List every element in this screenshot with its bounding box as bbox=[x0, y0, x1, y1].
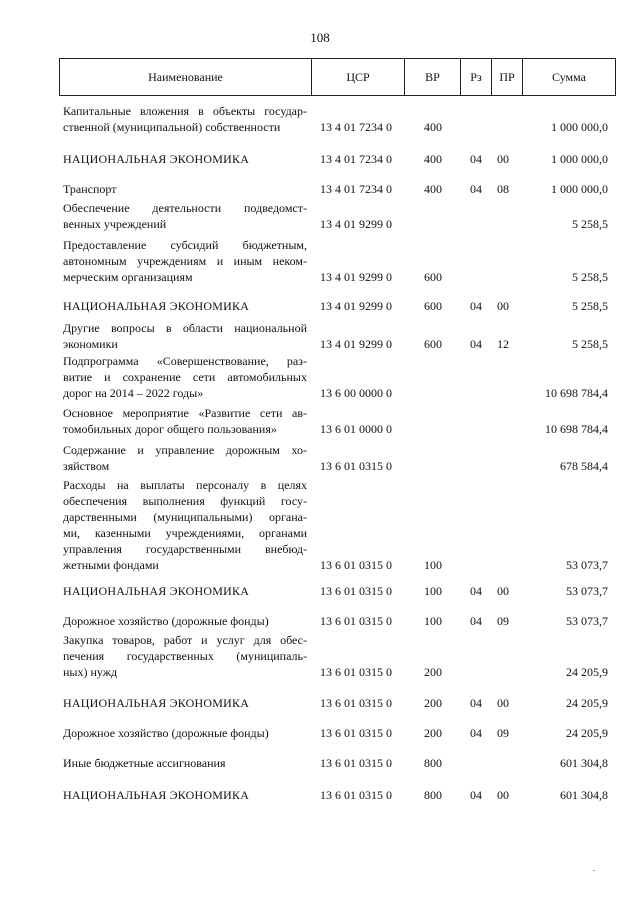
row-pr: 00 bbox=[497, 696, 509, 710]
row-csr: 13 6 01 0315 0 bbox=[320, 614, 392, 628]
row-sum: 601 304,8 bbox=[560, 756, 608, 770]
row-pr: 08 bbox=[497, 182, 509, 196]
row-sum: 1 000 000,0 bbox=[551, 182, 608, 196]
row-name-line: НАЦИОНАЛЬНАЯ ЭКОНОМИКА bbox=[63, 584, 250, 598]
scan-mark bbox=[593, 870, 595, 871]
row-sum: 24 205,9 bbox=[566, 726, 608, 740]
row-csr: 13 4 01 7234 0 bbox=[320, 120, 392, 134]
row-name bbox=[63, 320, 307, 352]
header-name: Наименование bbox=[60, 59, 312, 95]
row-rz: 04 bbox=[470, 182, 482, 196]
row-name-line: томобильных дорог общего пользования» bbox=[63, 422, 277, 436]
row-sum: 1 000 000,0 bbox=[551, 152, 608, 166]
row-csr: 13 6 01 0315 0 bbox=[320, 665, 392, 679]
row-name bbox=[63, 695, 307, 711]
row-name-line: НАЦИОНАЛЬНАЯ ЭКОНОМИКА bbox=[63, 788, 250, 802]
header-rz: Рз bbox=[461, 59, 492, 95]
row-name bbox=[63, 787, 307, 803]
row-sum: 5 258,5 bbox=[572, 337, 608, 351]
row-pr: 00 bbox=[497, 299, 509, 313]
row-name-line: дорог на 2014 – 2022 годы» bbox=[63, 386, 204, 400]
row-name-line: ных) нужд bbox=[63, 665, 118, 679]
row-sum: 53 073,7 bbox=[566, 584, 608, 598]
row-sum: 10 698 784,4 bbox=[545, 386, 608, 400]
row-csr: 13 6 00 0000 0 bbox=[320, 386, 392, 400]
row-csr: 13 6 01 0315 0 bbox=[320, 696, 392, 710]
row-name-line: Обеспечение деятельности подведомст- bbox=[63, 201, 307, 215]
row-sum: 5 258,5 bbox=[572, 217, 608, 231]
row-name-line: Капитальные вложения в объекты государ- bbox=[63, 104, 307, 118]
row-name-line: Подпрограмма «Совершенствование, раз- bbox=[63, 354, 307, 368]
row-name-line: зяйством bbox=[63, 459, 110, 473]
row-pr: 12 bbox=[497, 337, 509, 351]
row-name-line: Основное мероприятие «Развитие сети ав- bbox=[63, 406, 307, 420]
row-csr: 13 6 01 0000 0 bbox=[320, 422, 392, 436]
row-vr: 200 bbox=[424, 696, 442, 710]
row-name-line: витие и сохранение сети автомобильных bbox=[63, 370, 307, 384]
row-vr: 400 bbox=[424, 120, 442, 134]
row-rz: 04 bbox=[470, 614, 482, 628]
row-name-line: Расходы на выплаты персоналу в целях bbox=[63, 478, 307, 492]
row-csr: 13 6 01 0315 0 bbox=[320, 788, 392, 802]
row-name bbox=[63, 200, 307, 232]
row-name-line: автономным учреждениям и иным неком- bbox=[63, 254, 307, 268]
row-csr: 13 4 01 9299 0 bbox=[320, 217, 392, 231]
row-rz: 04 bbox=[470, 696, 482, 710]
row-name bbox=[63, 181, 307, 197]
row-name bbox=[63, 405, 307, 437]
row-csr: 13 6 01 0315 0 bbox=[320, 459, 392, 473]
row-rz: 04 bbox=[470, 584, 482, 598]
row-name bbox=[63, 353, 307, 401]
row-name-line: НАЦИОНАЛЬНАЯ ЭКОНОМИКА bbox=[63, 152, 250, 166]
header-csr: ЦСР bbox=[312, 59, 405, 95]
row-name bbox=[63, 583, 307, 599]
row-pr: 09 bbox=[497, 614, 509, 628]
row-sum: 24 205,9 bbox=[566, 665, 608, 679]
row-pr: 00 bbox=[497, 584, 509, 598]
row-name-line: ми, казенными учреждениями, органами bbox=[63, 526, 307, 540]
row-vr: 200 bbox=[424, 665, 442, 679]
row-name bbox=[63, 477, 307, 573]
row-sum: 5 258,5 bbox=[572, 299, 608, 313]
row-name bbox=[63, 613, 307, 629]
row-csr: 13 4 01 9299 0 bbox=[320, 299, 392, 313]
row-pr: 00 bbox=[497, 152, 509, 166]
row-vr: 800 bbox=[424, 756, 442, 770]
row-csr: 13 4 01 9299 0 bbox=[320, 337, 392, 351]
row-name-line: управления государственными внебюд- bbox=[63, 542, 307, 556]
row-name bbox=[63, 237, 307, 285]
row-csr: 13 6 01 0315 0 bbox=[320, 726, 392, 740]
header-sum: Сумма bbox=[552, 70, 586, 84]
row-name-line: экономики bbox=[63, 337, 118, 351]
row-csr: 13 6 01 0315 0 bbox=[320, 584, 392, 598]
row-rz: 04 bbox=[470, 152, 482, 166]
row-name-line: Содержание и управление дорожным хо- bbox=[63, 443, 307, 457]
row-csr: 13 6 01 0315 0 bbox=[320, 756, 392, 770]
row-name bbox=[63, 755, 307, 771]
row-name-line: НАЦИОНАЛЬНАЯ ЭКОНОМИКА bbox=[63, 299, 250, 313]
row-sum: 601 304,8 bbox=[560, 788, 608, 802]
row-rz: 04 bbox=[470, 337, 482, 351]
row-vr: 100 bbox=[424, 558, 442, 572]
row-name-line: Дорожное хозяйство (дорожные фонды) bbox=[63, 726, 269, 740]
row-name-line: Закупка товаров, работ и услуг для обес- bbox=[63, 633, 307, 647]
row-name-line: ственной (муниципальной) собственности bbox=[63, 120, 281, 134]
row-csr: 13 6 01 0315 0 bbox=[320, 558, 392, 572]
row-name-line: Иные бюджетные ассигнования bbox=[63, 756, 226, 770]
row-vr: 600 bbox=[424, 337, 442, 351]
row-name bbox=[63, 151, 307, 167]
row-name-line: обеспечения выполнения функций госу- bbox=[63, 494, 307, 508]
row-sum: 1 000 000,0 bbox=[551, 120, 608, 134]
row-vr: 100 bbox=[424, 614, 442, 628]
row-name-line: венных учреждений bbox=[63, 217, 167, 231]
row-vr: 600 bbox=[424, 299, 442, 313]
row-name bbox=[63, 442, 307, 474]
row-sum: 10 698 784,4 bbox=[545, 422, 608, 436]
table-header bbox=[59, 58, 616, 96]
row-csr: 13 4 01 9299 0 bbox=[320, 270, 392, 284]
row-name bbox=[63, 103, 307, 135]
row-sum: 53 073,7 bbox=[566, 558, 608, 572]
row-vr: 200 bbox=[424, 726, 442, 740]
row-vr: 600 bbox=[424, 270, 442, 284]
row-name-line: Предоставление субсидий бюджетным, bbox=[63, 238, 307, 252]
row-name-line: жетными фондами bbox=[63, 558, 159, 572]
row-name-line: мерческим организациям bbox=[63, 270, 193, 284]
row-sum: 24 205,9 bbox=[566, 696, 608, 710]
row-name-line: Дорожное хозяйство (дорожные фонды) bbox=[63, 614, 269, 628]
row-sum: 5 258,5 bbox=[572, 270, 608, 284]
row-pr: 09 bbox=[497, 726, 509, 740]
row-rz: 04 bbox=[470, 299, 482, 313]
row-vr: 400 bbox=[424, 152, 442, 166]
page-number: 108 bbox=[310, 30, 330, 45]
row-name bbox=[63, 725, 307, 741]
row-sum: 678 584,4 bbox=[560, 459, 608, 473]
row-vr: 800 bbox=[424, 788, 442, 802]
row-name bbox=[63, 632, 307, 680]
row-pr: 00 bbox=[497, 788, 509, 802]
header-vr: ВР bbox=[405, 59, 461, 95]
row-name-line: Транспорт bbox=[63, 182, 117, 196]
row-rz: 04 bbox=[470, 788, 482, 802]
row-csr: 13 4 01 7234 0 bbox=[320, 152, 392, 166]
row-name-line: Другие вопросы в области национальной bbox=[63, 321, 307, 335]
row-name-line: печения государственных (муниципаль- bbox=[63, 649, 307, 663]
row-vr: 400 bbox=[424, 182, 442, 196]
row-name-line: НАЦИОНАЛЬНАЯ ЭКОНОМИКА bbox=[63, 696, 250, 710]
row-vr: 100 bbox=[424, 584, 442, 598]
header-pr: ПР bbox=[492, 59, 523, 95]
row-csr: 13 4 01 7234 0 bbox=[320, 182, 392, 196]
row-name-line: дарственными (муниципальными) органа- bbox=[63, 510, 307, 524]
row-name bbox=[63, 298, 307, 314]
row-rz: 04 bbox=[470, 726, 482, 740]
row-sum: 53 073,7 bbox=[566, 614, 608, 628]
